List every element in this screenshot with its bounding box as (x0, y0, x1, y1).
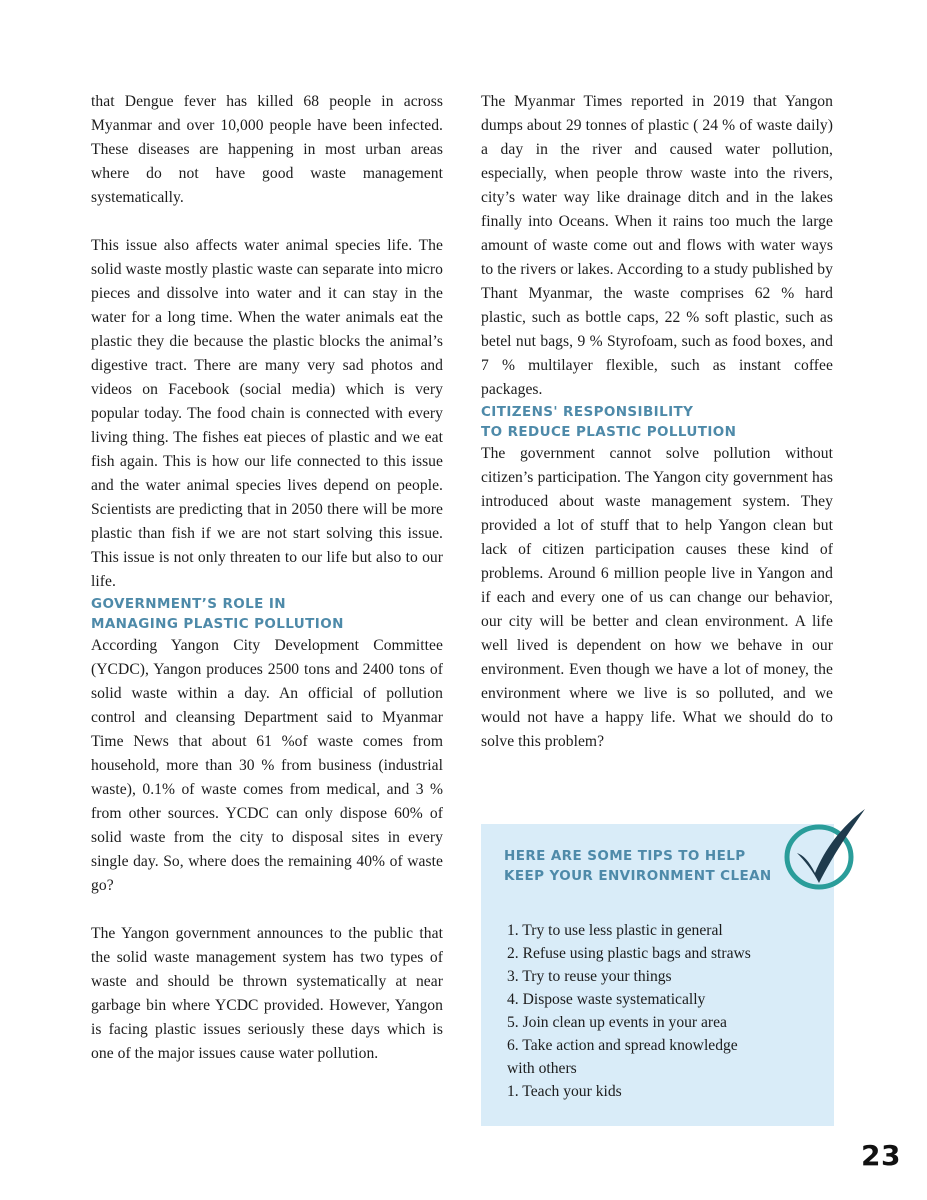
tip-item: 1. Teach your kids (507, 1083, 622, 1100)
tips-title (504, 846, 774, 886)
right-column (481, 90, 833, 754)
checkmark-icon (781, 803, 881, 893)
tips-list (507, 919, 827, 1103)
tips-title-line: HERE ARE SOME TIPS TO HELP (504, 848, 746, 864)
body-paragraph: The government cannot solve pollution without citizen’s participation. The Yangon city government has introduced about waste management system. They provided a lot of stuff that to help Yangon clean but lack of citizen participation causes these kind of problems. Around 6 million people live in Yangon and if each and every one of us can change our behavior, our city will be better and clean environment. A life well lived is dependent on how we behave in our environment. Even though we have a lot of money, the environment where we live is so polluted, and we would not have a happy life. What we should do to solve this problem? (481, 445, 833, 750)
paragraph-spacer (91, 898, 443, 922)
checkmark-stroke (797, 809, 865, 883)
tip-item: 6. Take action and spread knowledge (507, 1037, 738, 1054)
body-paragraph: The Yangon government announces to the public that the solid waste management system has two types of waste and should be thrown systematically at near garbage bin where YCDC provided. However, Yangon is facing plastic issues seriously these days which is one of the major issues cause water pollution. (91, 925, 443, 1062)
tip-item: 2. Refuse using plastic bags and straws (507, 945, 751, 962)
body-paragraph: that Dengue fever has killed 68 people in across Myanmar and over 10,000 people have been infected. These diseases are happening in most urban areas where do not have good waste management systematically. (91, 93, 443, 206)
tip-item: 4. Dispose waste systematically (507, 991, 706, 1008)
checkmark-icon-svg (781, 803, 881, 893)
section-heading-government-role (91, 594, 443, 634)
page-number: 23 (861, 1139, 901, 1172)
left-column (91, 90, 443, 1066)
section-heading-citizens-responsibility (481, 402, 833, 442)
body-paragraph: This issue also affects water animal species life. The solid waste mostly plastic waste can separate into micro pieces and dissolve into water and it can stay in the water for a long time. When the water animals eat the plastic they die because the plastic blocks the animal’s digestive tract. There are many very sad photos and videos on Facebook (social media) which is very popular today. The food chain is connected with every living thing. The fishes eat pieces of plastic and we eat fish again. This is how our life connected to this issue and the water animal species lives depend on people. Scientists are predicting that in 2050 there will be more plastic than fish if we are not start solving this issue. This issue is not only threaten to our life but also to our life. (91, 237, 443, 590)
body-paragraph: The Myanmar Times reported in 2019 that Yangon dumps about 29 tonnes of plastic ( 24 % of waste daily) a day in the river and caused water pollution, especially, when people throw waste into the rivers, city’s water way like drainage ditch and in the lakes finally into Oceans. When it rains too much the large amount of waste come out and flows with water ways to the rivers or lakes. According to a study published by Thant Myanmar, the waste comprises 62 % hard plastic, such as bottle caps, 22 % soft plastic, such as betel nut bags, 9 % Styrofoam, such as food boxes, and 7 % multilayer flexible, such as instant coffee packages. (481, 93, 833, 398)
heading-line: CITIZENS' RESPONSIBILITY (481, 404, 694, 420)
tip-item: 3. Try to reuse your things (507, 968, 672, 985)
heading-line: GOVERNMENT’S ROLE IN (91, 596, 286, 612)
heading-line: MANAGING PLASTIC POLLUTION (91, 616, 344, 632)
tip-item: 1. Try to use less plastic in general (507, 922, 723, 939)
heading-line: TO REDUCE PLASTIC POLLUTION (481, 424, 737, 440)
paragraph-spacer (91, 210, 443, 234)
body-paragraph: According Yangon City Development Committee (YCDC), Yangon produces 2500 tons and 2400 tons of solid waste within a day. An official of pollution control and cleansing Department said to Myanmar Time News that about 61 %of waste comes from household, more than 30 % from business (industrial waste), 0.1% of waste comes from medical, and 3 % from other sources. YCDC can only dispose 60% of solid waste from the city to disposal sites in every single day. So, where does the remaining 40% of waste go? (91, 637, 443, 894)
tip-item: 5. Join clean up events in your area (507, 1014, 727, 1031)
tip-item: with others (507, 1060, 577, 1077)
tips-title-line: KEEP YOUR ENVIRONMENT CLEAN (504, 868, 772, 884)
